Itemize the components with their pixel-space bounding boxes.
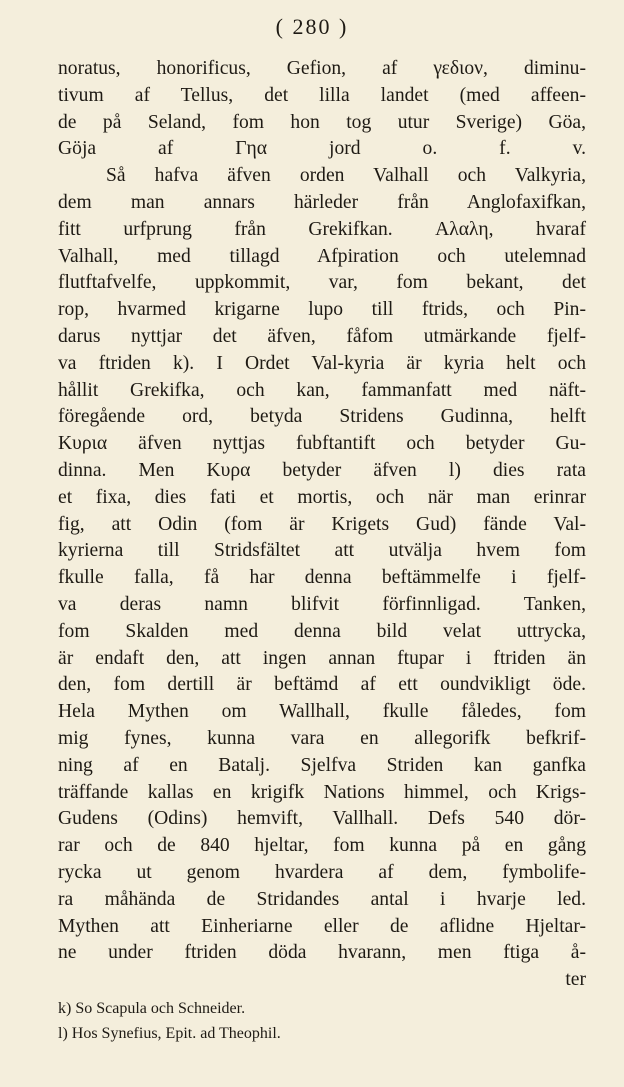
text-line: rop, hvarmed krigarne lupo till ftrids, och Pin- <box>58 299 586 321</box>
text-line: ter <box>565 969 586 991</box>
text-line: träffande kallas en krigifk Nations himmel, och Krigs- <box>58 781 586 803</box>
text-line: dem man annars härleder från Anglofaxifkan, <box>58 191 586 213</box>
text-line: darus nyttjar det äfven, fåfom utmärkande fjelf- <box>58 325 586 347</box>
text-line: ne under ftriden döda hvarann, men ftiga å- <box>58 942 586 964</box>
text-line: ra måhända de Stridandes antal i hvarje led. <box>58 888 586 910</box>
text-line: va deras namn blifvit förfinnligad. Tanken, <box>58 593 586 615</box>
text-line: mig fynes, kunna vara en allegorifk befkrif- <box>58 727 586 749</box>
text-line: noratus, honorificus, Gefion, af γεδιον, diminu- <box>58 58 586 79</box>
text-line: är endaft den, att ingen annan ftupar i ftriden än <box>58 647 586 669</box>
footnotes <box>58 996 586 1046</box>
text-line: Göja af Γηα jord o. f. v. <box>58 138 586 160</box>
text-line: Hela Mythen om Wallhall, fkulle fåledes, fom <box>58 701 586 723</box>
text-line: Valhall, med tillagd Afpiration och utelemnad <box>58 245 586 267</box>
text-line: flutftafvelfe, uppkommit, var, fom bekant, det <box>58 272 586 294</box>
page-number: ( 280 ) <box>275 14 349 39</box>
text-line: ning af en Batalj. Sjelfva Striden kan ganfka <box>58 754 586 776</box>
text-line: va ftriden k). I Ordet Val-kyria är kyria helt och <box>58 352 586 374</box>
text-line: den, fom dertill är beftämd af ett oundvikligt öde. <box>58 674 586 696</box>
text-line: föregående ord, betyda Stridens Gudinna, helft <box>58 406 586 428</box>
footnote: l) Hos Synefius, Epit. ad Theophil. <box>58 1025 281 1042</box>
text-line: Κυρια äfven nyttjas fubftantift och betyder Gu- <box>58 433 586 455</box>
text-line: Så hafva äfven orden Valhall och Valkyria, <box>106 165 586 187</box>
text-line: fom Skalden med denna bild velat uttrycka, <box>58 620 586 642</box>
footnote: k) So Scapula och Schneider. <box>58 1000 246 1017</box>
text-line: dinna. Men Κυρα betyder äfven l) dies rata <box>58 459 586 481</box>
text-line: rycka ut genom hvardera af dem, fymbolife- <box>58 861 586 883</box>
text-line: kyrierna till Stridsfältet att utvälja hvem fom <box>58 540 586 562</box>
text-line: fig, att Odin (fom är Krigets Gud) fände Val- <box>58 513 586 535</box>
text-line: et fixa, dies fati et mortis, och när man erinrar <box>58 486 586 508</box>
text-line: Mythen att Einheriarne eller de aflidne Hjeltar- <box>58 915 586 937</box>
text-line: fkulle falla, få har denna beftämmelfe i fjelf- <box>58 567 586 589</box>
text-line: tivum af Tellus, det lilla landet (med affeen- <box>58 84 586 106</box>
text-line: hållit Grekifka, och kan, fammanfatt med näft- <box>58 379 586 401</box>
text-line: rar och de 840 hjeltar, fom kunna på en gång <box>58 835 586 857</box>
text-line: fitt urfprung från Grekifkan. Αλαλη, hvaraf <box>58 218 586 240</box>
text-line: de på Seland, fom hon tog utur Sverige) Göa, <box>58 111 586 133</box>
text-line: Gudens (Odins) hemvift, Vallhall. Defs 540 dör- <box>58 808 586 830</box>
body-text <box>58 56 586 994</box>
